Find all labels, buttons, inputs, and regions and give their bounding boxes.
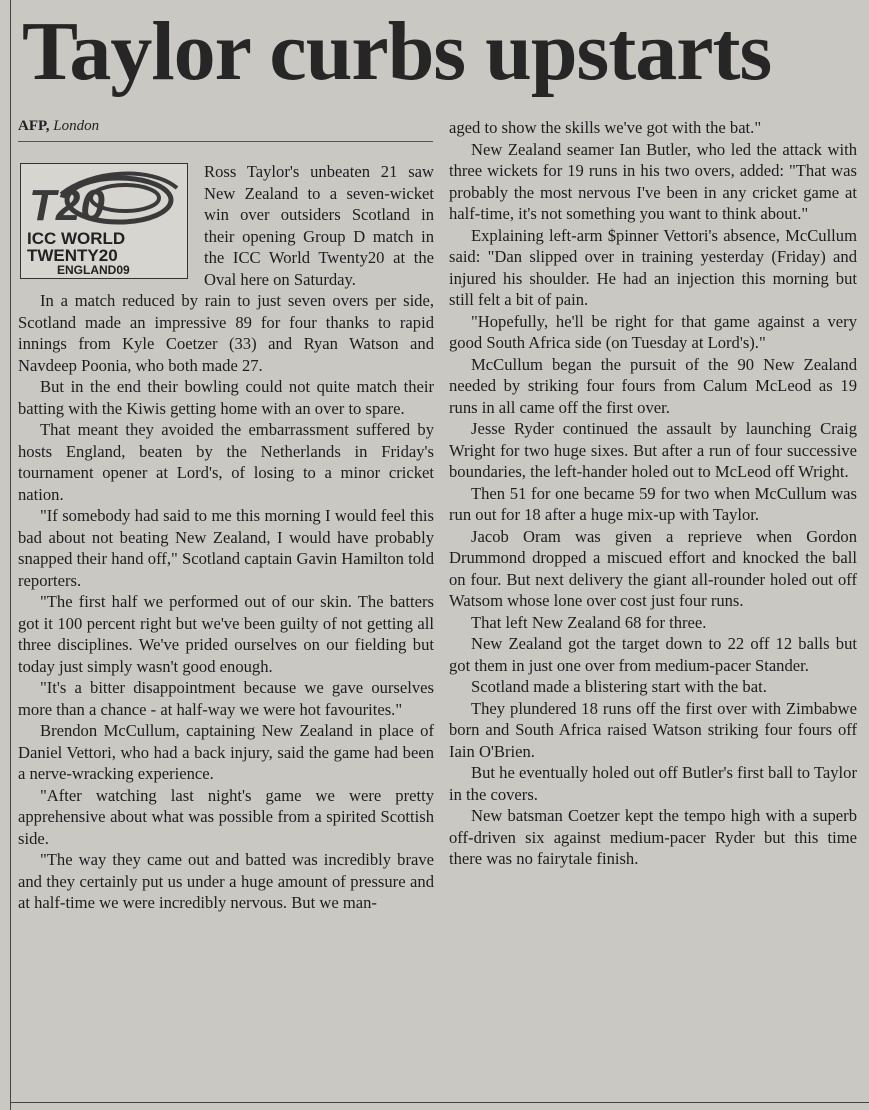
paragraph: "The first half we performed out of our skin. The batters got it 100 percent right but we've been guilty of not getting all three disciplines. We've prided ourselves on our fielding but today just simply wasn't good enough. [18,592,434,676]
paragraph: That meant they avoided the embarrassment suffered by hosts England, beaten by the Netherlands in Friday's tournament opener at Lord's, of losing to a minor cricket nation. [18,420,434,504]
paragraph: "The way they came out and batted was incredibly brave and they certainly put us under a huge amount of pressure and at half-time we were incredibly nervous. But we man- [18,850,434,912]
paragraph: aged to show the skills we've got with the bat." [449,118,762,137]
bottom-rule [10,1102,869,1103]
paragraph: Jacob Oram was given a reprieve when Gordon Drummond dropped a miscued effort and knocked the ball on four. But next delivery the giant all-rounder holed out off Watsom whose lone over cost just four runs. [449,526,857,610]
paragraph: Scotland made a blistering start with the bat. [471,677,767,696]
paragraph: New Zealand seamer Ian Butler, who led the attack with three wickets for 19 runs in his two overs, added: "That was probably the most nervous I've been in any cricket game at half-time, it's not something you want to think about." [449,139,857,223]
logo-mark: T20 [29,181,105,230]
paragraph: New batsman Coetzer kept the tempo high with a superb off-driven six against medium-pacer Ryder but this time there was no fairytale finish. [449,806,857,868]
icc-world-twenty20-logo [20,163,188,279]
paragraph: New Zealand got the target down to 22 off 12 balls but got them in just one over from medium-pacer Stander. [449,634,857,675]
paragraph: Ross Taylor's unbeaten 21 saw New Zealand to a seven-wicket win over outsiders Scotland in their opening Group D match in the ICC World Twenty20 at the Oval here on Saturday. [204,162,434,289]
paragraph: But he eventually holed out off Butler's first ball to Taylor in the covers. [449,763,857,804]
paragraph: But in the end their bowling could not quite match their batting with the Kiwis getting home with an over to spare. [18,377,434,418]
paragraph: "Hopefully, he'll be right for that game against a very good South Africa side (on Tuesday at Lord's)." [449,311,857,352]
paragraph: "After watching last night's game we were pretty apprehensive about what was possible from a spirited Scottish side. [18,785,434,848]
byline-agency: AFP, [18,118,50,134]
article-column-2 [449,117,857,870]
byline-rule [18,141,433,142]
logo-line2: TWENTY20 [27,246,118,265]
paragraph: "It's a bitter disappointment because we gave ourselves more than a chance - at half-way we were hot favourites." [18,678,434,719]
paragraph: "If somebody had said to me this morning I would feel this bad about not beating New Zealand, I would have probably snapped their hand off," Scotland captain Gavin Hamilton told reporters. [18,506,434,590]
column-rule-left [10,0,11,1110]
paragraph: In a match reduced by rain to just seven overs per side, Scotland made an impressive 89 for four thanks to rapid innings from Kyle Coetzer (33) and Ryan Watson and Navdeep Poonia, who both made 27. [18,291,434,375]
paragraph: Then 51 for one became 59 for two when McCullum was run out for 18 after a huge mix-up with Taylor. [449,483,857,524]
logo-line1: ICC WORLD [27,229,126,248]
paragraph: They plundered 18 runs off the first over with Zimbabwe born and South Africa raised Watson striking four fours off Iain O'Brien. [449,698,857,761]
article-column-1 [18,161,434,914]
headline: Taylor curbs upstarts [22,5,772,98]
paragraph: McCullum began the pursuit of the 90 New Zealand needed by striking four fours from Calum McLeod as 19 runs in all came off the first over. [449,354,857,417]
byline [18,118,99,135]
paragraph: Brendon McCullum, captaining New Zealand in place of Daniel Vettori, who had a back injury, said the game had been a nerve-wracking experience. [18,721,434,783]
paragraph: Explaining left-arm $pinner Vettori's absence, McCullum said: "Dan slipped over in training yesterday (Friday) and injured his shoulder. He had an injection this morning but still felt a bit of pain. [449,225,857,309]
logo-line3: ENGLAND09 [57,263,130,277]
byline-location: London [53,118,100,134]
paragraph: Jesse Ryder continued the assault by launching Craig Wright for two huge sixes. But after a run of four successive boundaries, the left-hander holed out to McLeod off Wright. [449,419,857,481]
paragraph: That left New Zealand 68 for three. [471,612,707,632]
